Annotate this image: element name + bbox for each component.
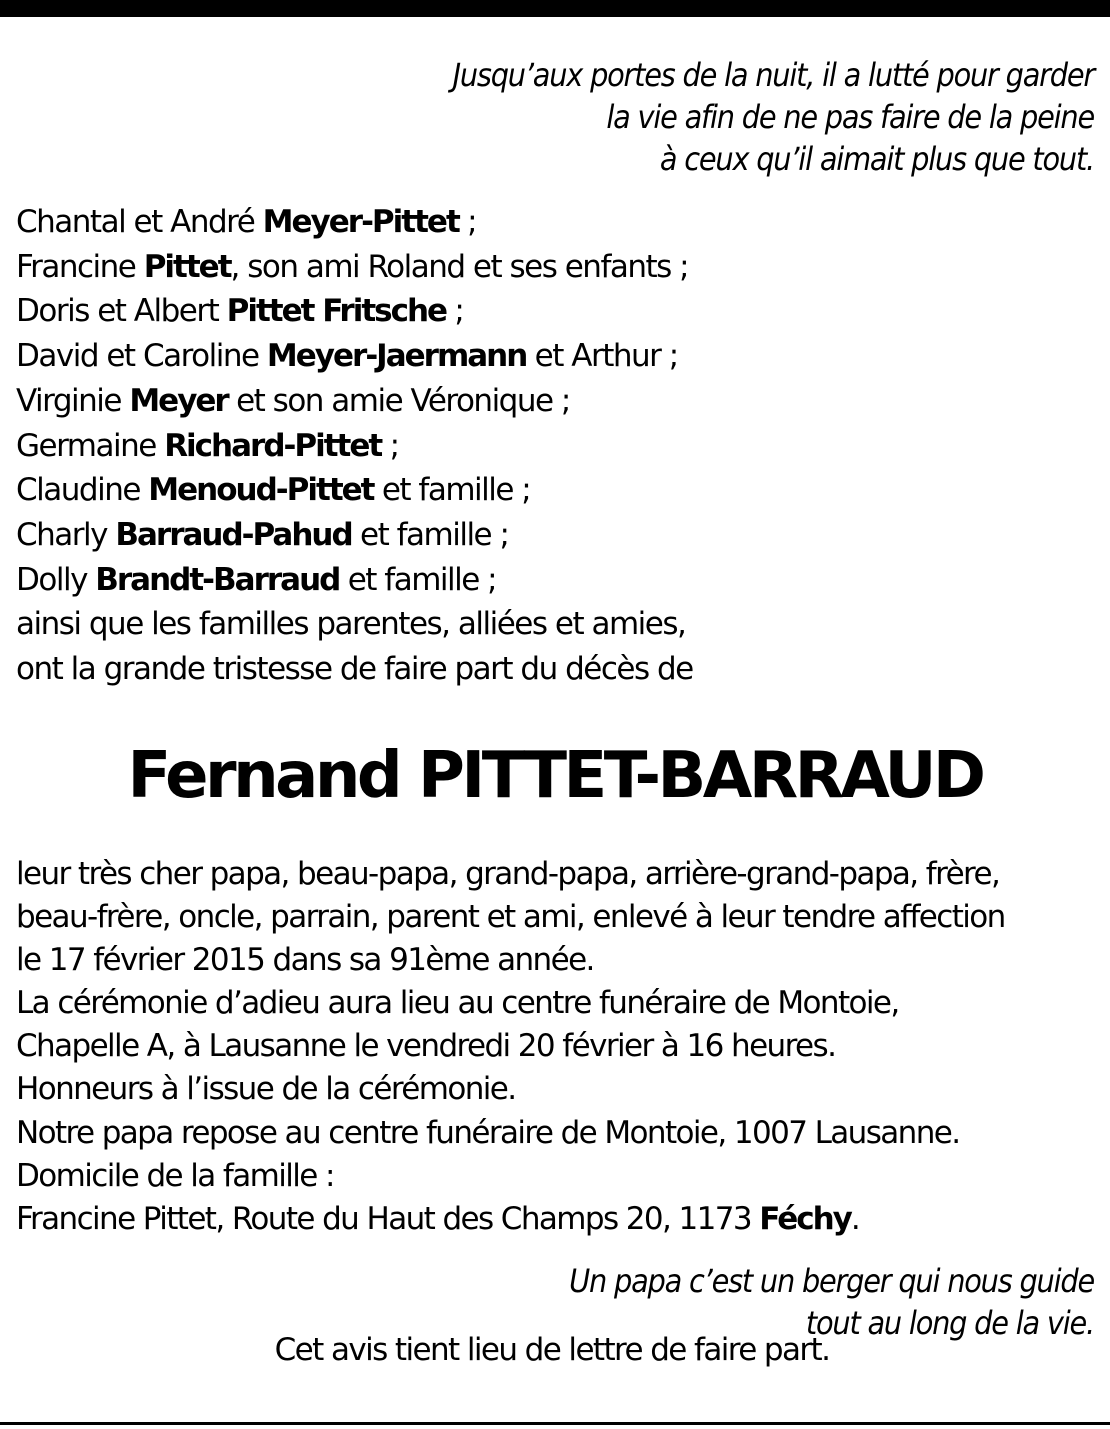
family-line: Chantal et André Meyer-Pittet ;: [16, 204, 477, 240]
family-line: Charly Barraud-Pahud et famille ;: [16, 516, 509, 553]
details-line: La cérémonie d’adieu aura lieu au centre funéraire de Montoie,: [16, 985, 899, 1022]
family-address: Francine Pittet, Route du Haut des Champs 20, 1173 Féchy.: [16, 1200, 860, 1237]
family-line: Virginie Meyer et son amie Véronique ;: [16, 382, 570, 419]
epigraph-line: Jusqu’aux portes de la nuit, il a lutté pour garder: [452, 56, 1094, 94]
family-line: Dolly Brandt-Barraud et famille ;: [16, 561, 497, 598]
epigraph-line: Un papa c’est un berger qui nous guide: [569, 1262, 1094, 1300]
announcement-details: [16, 853, 1005, 1241]
details-line: Domicile de la famille :: [16, 1157, 334, 1194]
epigraph-line: la vie afin de ne pas faire de la peine: [606, 98, 1094, 136]
epigraph-line: à ceux qu’il aimait plus que tout.: [659, 140, 1094, 178]
family-line: Francine Pittet, son ami Roland et ses enfants ;: [16, 248, 689, 285]
details-line: le 17 février 2015 dans sa 91ème année.: [16, 942, 594, 979]
family-line: ainsi que les familles parentes, alliées et amies,: [16, 606, 686, 643]
epigraph-line: tout au long de la vie.: [805, 1304, 1094, 1342]
bottom-border-rule: [0, 1422, 1110, 1425]
closing-notice: Cet avis tient lieu de lettre de faire part.: [274, 1332, 830, 1368]
details-line: Honneurs à l’issue de la cérémonie.: [16, 1071, 516, 1108]
details-line: leur très cher papa, beau-papa, grand-papa, arrière-grand-papa, frère,: [16, 856, 1000, 892]
family-line: Doris et Albert Pittet Fritsche ;: [16, 293, 464, 330]
family-line: Germaine Richard-Pittet ;: [16, 427, 399, 464]
details-line: beau-frère, oncle, parrain, parent et ami, enlevé à leur tendre affection: [16, 899, 1005, 936]
family-list: [16, 200, 693, 692]
top-border-rule: [0, 0, 1110, 17]
details-line: Chapelle A, à Lausanne le vendredi 20 février à 16 heures.: [16, 1028, 836, 1065]
family-line: David et Caroline Meyer-Jaermann et Arthur ;: [16, 338, 678, 375]
family-line: ont la grande tristesse de faire part du décès de: [16, 651, 693, 688]
opening-epigraph: [453, 54, 1094, 180]
family-line: Claudine Menoud-Pittet et famille ;: [16, 472, 531, 509]
details-line: Notre papa repose au centre funéraire de Montoie, 1007 Lausanne.: [16, 1114, 960, 1151]
deceased-name: Fernand PITTET-BARRAUD: [127, 739, 983, 813]
